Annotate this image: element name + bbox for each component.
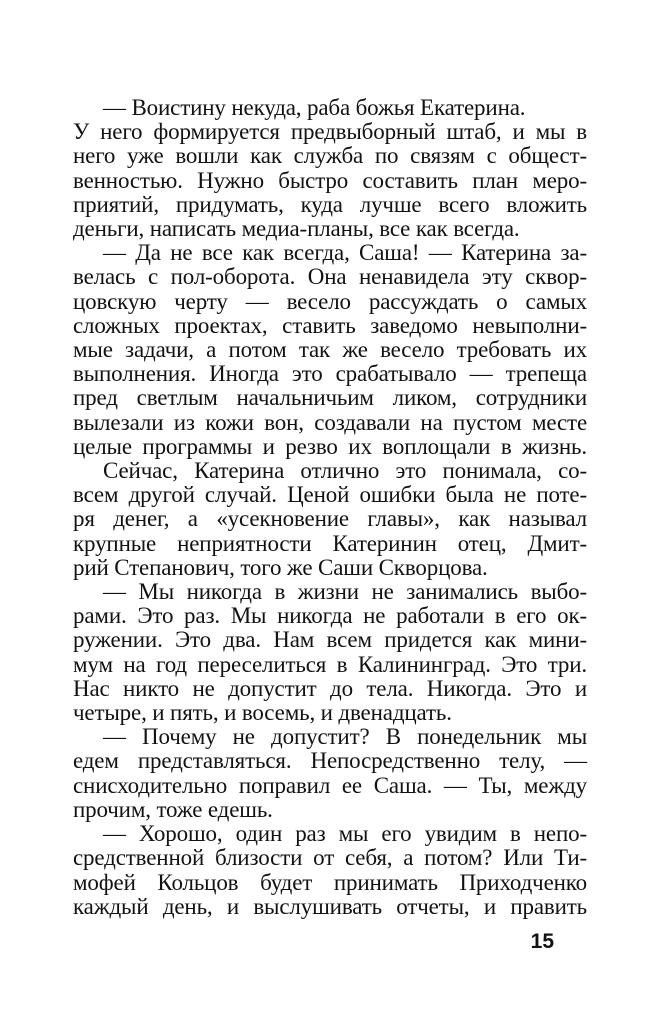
page-number: 15 xyxy=(530,930,554,953)
text-line: выполнения. Иногда это срабатывало — трепеща xyxy=(73,361,587,387)
text-line: венностью. Нужно быстро составить план меро- xyxy=(73,167,587,193)
page-text xyxy=(73,96,587,919)
text-line: деньги, написать медиа-планы, все как всегда. xyxy=(73,216,520,242)
text-line: — Хорошо, один раз мы его увидим в непо- xyxy=(103,821,587,847)
text-line: цовскую черту — весело рассуждать о самых xyxy=(73,288,587,314)
text-line: целые программы и резво их воплощали в жизнь. xyxy=(73,433,587,459)
text-line: едем представляться. Непосредственно телу, — xyxy=(73,748,587,774)
text-line: него уже вошли как служба по связям с общест- xyxy=(73,143,587,169)
text-line: ря денег, а «усекновение главы», как называл xyxy=(73,506,587,532)
text-line: крупные неприятности Катеринин отец, Дмит- xyxy=(73,530,587,556)
text-line: приятий, придумать, куда лучше всего вложить xyxy=(73,191,587,217)
text-line: мофей Кольцов будет принимать Приходченко xyxy=(73,869,587,895)
text-line: снисходительно поправил ее Саша. — Ты, между xyxy=(73,772,587,798)
text-line: всем другой случай. Ценой ошибки была не поте- xyxy=(73,482,587,508)
text-line: — Воистину некуда, раба божья Екатерина. xyxy=(103,95,526,120)
text-line: четыре, и пять, и восемь, и двенадцать. xyxy=(73,700,452,726)
text-line: средственной близости от себя, а потом? Или Ти- xyxy=(73,845,587,871)
text-line: мум на год переселиться в Калининград. Это три. xyxy=(73,651,587,677)
text-line: — Мы никогда в жизни не занимались выбо- xyxy=(103,579,587,605)
text-line: прочим, тоже едешь. xyxy=(73,796,273,822)
text-line: ружении. Это два. Нам всем придется как мини- xyxy=(73,627,587,653)
text-line: мые задачи, а потом так же весело требовать их xyxy=(73,337,587,363)
text-line: каждый день, и выслушивать отчеты, и править xyxy=(73,893,587,919)
text-line: велась с пол-оборота. Она ненавидела эту сквор- xyxy=(73,264,587,290)
text-line: — Почему не допустит? В понедельник мы xyxy=(103,724,587,750)
text-line: Нас никто не допустит до тела. Никогда. Это и xyxy=(73,675,587,701)
text-line: — Да не все как всегда, Саша! — Катерина за- xyxy=(103,240,587,266)
text-line: вылезали из кожи вон, создавали на пустом месте xyxy=(73,409,587,435)
text-line: рами. Это раз. Мы никогда не работали в его ок- xyxy=(73,603,587,629)
text-line: пред светлым начальничьим ликом, сотрудники xyxy=(73,385,587,411)
text-line: У него формируется предвыборный штаб, и мы в xyxy=(73,119,587,145)
text-line: Сейчас, Катерина отлично это понимала, со- xyxy=(103,458,587,484)
text-line: рий Степанович, того же Саши Скворцова. xyxy=(73,554,488,580)
text-line: сложных проектах, ставить заведомо невыполни- xyxy=(73,312,587,338)
